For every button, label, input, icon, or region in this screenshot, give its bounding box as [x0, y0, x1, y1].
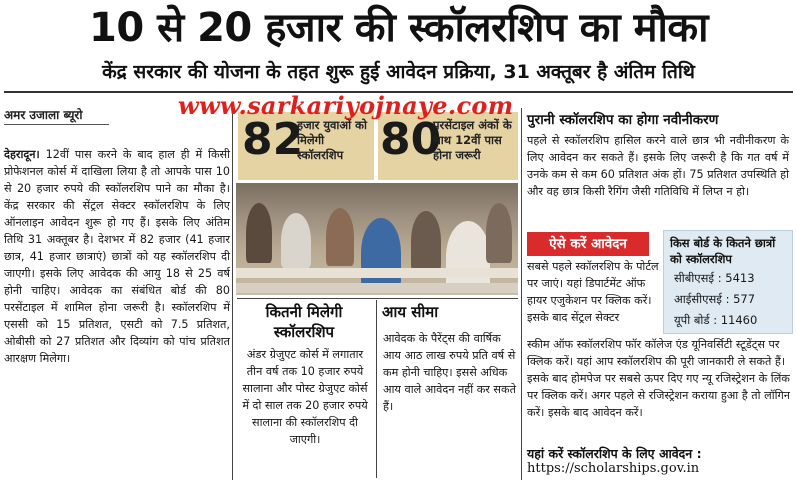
stat-number: 82 [242, 114, 304, 165]
dateline: देहरादून। [4, 148, 40, 161]
amount-box-title: कितनी मिलेगी स्कॉलरशिप [265, 303, 343, 341]
howto-body-bottom: स्कीम ऑफ स्कॉलरशिप फॉर कॉलेज एंड यूनिवर्सिटी स्टूडेंट्स पर क्लिक करें। यहां आप स्कॉलरशिप की पूरी जानकारी ले सकते हैं। इसके बाद होमपेज पर सबसे ऊपर दिए गए न्यू रजिस्ट्रेशन के लिंक पर क्लिक करें। अगर पहले से रजिस्ट्रेशन कराया हुआ है तो लॉगिन करें। इसके बाद आवेदन करें। [527, 338, 791, 419]
headline: 10 से 20 हजार की स्कॉलरशिप का मौका [89, 5, 708, 51]
income-box-body: आवेदक के पैरेंट्स की वार्षिक आय आठ लाख रुपये प्रति वर्ष से कम होनी चाहिए। इससे अधिक आय वाले आवेदन नहीं कर सकते हैं। [383, 332, 516, 413]
board-row: सीबीएसई : 5413 [674, 271, 755, 285]
renewal-body: पहले से स्कॉलरशिप हासिल करने वाले छात्र भी नवीनीकरण के लिए आवेदन कर सकते हैं। इसके लिए जरूरी है कि गत वर्ष में उनके कम से कम 60 प्रतिशत अंक हों। 75 प्रतिशत उपस्थिति हो और वह छात्र किसी रैगिंग जैसी गतिविधि में लिप्त न हो। [527, 134, 789, 198]
stat-text: परसेंटाइल अंकों के साथ 12वीं पास होना जरूरी [433, 118, 512, 162]
renewal-title: पुरानी स्कॉलरशिप का होगा नवीनीकरण [527, 112, 719, 128]
board-box-title: किस बोर्ड के कितने छात्रों को स्कॉलरशिप [670, 236, 776, 266]
byline-underline [4, 124, 109, 125]
board-row: आईसीएसई : 577 [674, 292, 756, 306]
stat-text: हजार युवाओं को मिलेगी स्कॉलरशिप [297, 118, 367, 162]
subheadline: केंद्र सरकार की योजना के तहत शुरू हुई आवेदन प्रक्रिया, 31 अक्तूबर है अंतिम तिथि [102, 61, 695, 83]
board-row: यूपी बोर्ड : 11460 [674, 313, 758, 327]
column-divider [232, 108, 233, 480]
left-column [4, 146, 230, 367]
apply-url[interactable]: https://scholarships.gov.in [527, 461, 700, 476]
byline: अमर उजाला ब्यूरो [4, 108, 83, 122]
board-box [663, 230, 793, 334]
income-box-title: आय सीमा [382, 303, 439, 321]
box-divider [376, 300, 377, 478]
box-rule [237, 298, 518, 299]
column-divider [521, 108, 522, 480]
howto-tag: ऐसे करें आवेदन [527, 232, 649, 256]
stat-number: 80 [380, 114, 442, 165]
classroom-photo [236, 183, 518, 295]
watermark: www.sarkariyojnaye.com [178, 91, 514, 120]
apply-label: यहां करें स्कॉलरशिप के लिए आवेदन : [527, 446, 702, 461]
left-column-text: 12वीं पास करने के बाद हाल ही में किसी प्रोफेशनल कोर्स में दाखिला लिया है तो आपके पास 10 से 20 हजार रुपये की स्कॉलरशिप पाने का मौका है। केंद्र सरकार की सेंट्रल सेक्टर स्कॉलरशिप के लिए ऑनलाइन आवेदन शुरू हो गए हैं। इसके लिए अंतिम तिथि 31 अक्तूबर है। देशभर में 82 हजार (41 हजार छात्र, 41 हजार छात्राएं) छात्रों को यह स्कॉलरशिप दी जाएगी। इसके लिए आवेदक की आयु 18 से 25 वर्ष होनी चाहिए। आवेदक का संबंधित बोर्ड की 80 परसेंटाइल में शामिल होना जरूरी है। स्कॉलरशिप में एससी को 15 प्रतिशत, एसटी को 7.5 प्रतिशत, ओबीसी को 27 प्रतिशत और दिव्यांग को पांच प्रतिशत आरक्षण मिलेगा। [4, 148, 230, 365]
amount-box-body: अंडर ग्रेजुएट कोर्स में लगातार तीन वर्ष तक 10 हजार रुपये सालाना और पोस्ट ग्रेजुएट कोर्स में दो साल तक 20 हजार रुपये सालाना की स्कॉलरशिप दी जाएगी। [242, 348, 368, 446]
howto-body-top: सबसे पहले स्कॉलरशिप के पोर्टल पर जाएं। यहां डिपार्टमेंट ऑफ हायर एजुकेशन पर क्लिक करें। इसके बाद सेंट्रल सेक्टर [527, 260, 659, 324]
